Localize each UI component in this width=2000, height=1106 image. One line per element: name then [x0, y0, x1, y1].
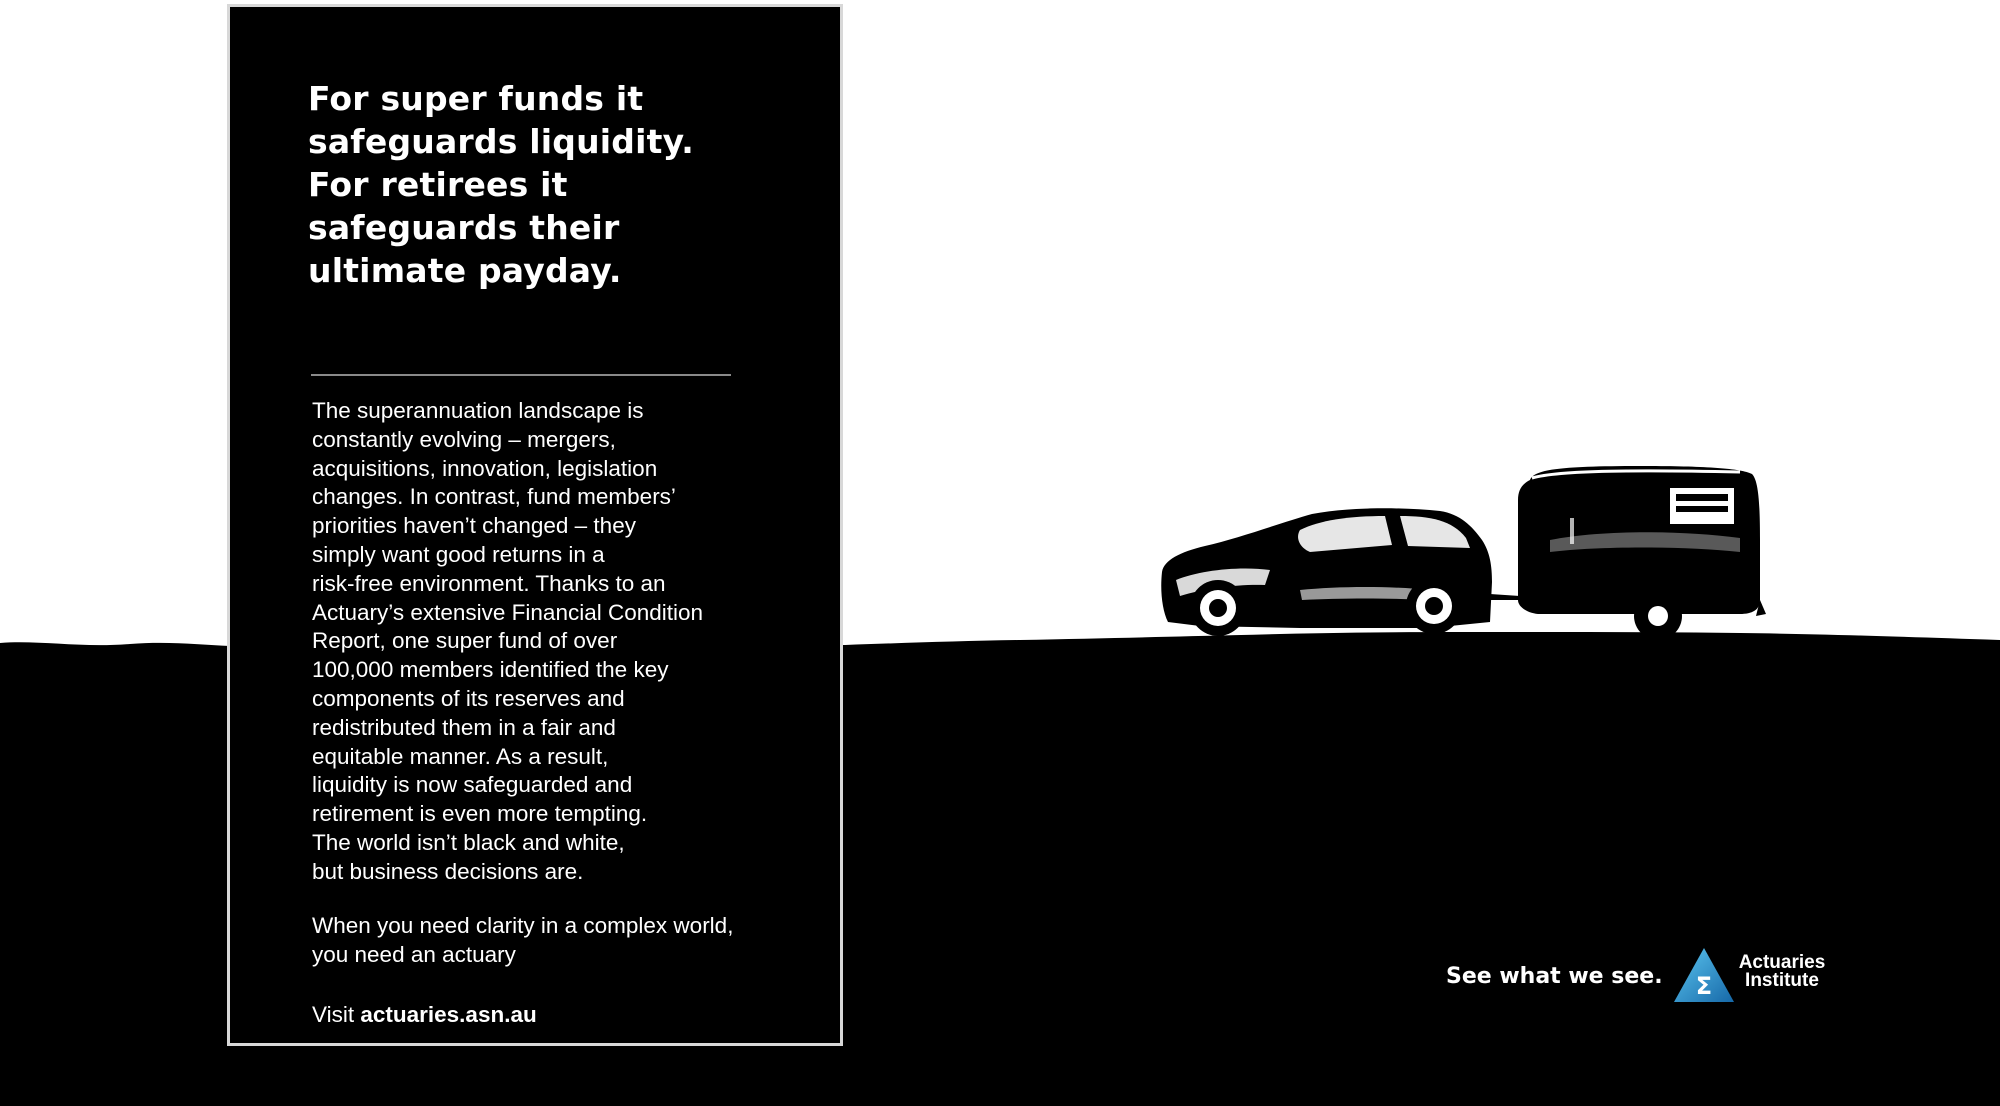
- tagline: See what we see.: [1446, 964, 1663, 989]
- cta-line: you need an actuary: [312, 941, 516, 967]
- headline-line: For super funds it: [308, 79, 644, 118]
- headline-line: For retirees it: [308, 165, 568, 204]
- body-line: risk-free environment. Thanks to an: [312, 570, 666, 596]
- ad-copy-panel: [227, 4, 843, 1046]
- body-line: components of its reserves and: [312, 685, 625, 711]
- divider: [311, 374, 731, 376]
- logo-symbol: Σ: [1695, 972, 1713, 1000]
- headline: [308, 77, 758, 292]
- body-line: Report, one super fund of over: [312, 628, 618, 654]
- logo-name-line: Institute: [1745, 970, 1819, 991]
- body-line: equitable manner. As a result,: [312, 743, 609, 769]
- caravan-silhouette-icon: [1518, 466, 1766, 640]
- body-line: Actuary’s extensive Financial Condition: [312, 599, 704, 625]
- visit-prefix: Visit: [312, 1002, 355, 1027]
- logo-wordmark: [1732, 954, 1832, 990]
- website-link[interactable]: actuaries.asn.au: [360, 1002, 537, 1027]
- body-line: 100,000 members identified the key: [312, 657, 669, 683]
- call-to-action: [312, 912, 792, 970]
- body-line: The superannuation landscape is: [312, 398, 644, 423]
- headline-line: safeguards their: [308, 208, 620, 247]
- body-line: but business decisions are.: [312, 858, 584, 884]
- logo-name-line: Actuaries: [1738, 952, 1826, 973]
- headline-line: ultimate payday.: [308, 251, 622, 290]
- car-silhouette-icon: [1161, 508, 1520, 636]
- visit-line: [312, 1001, 537, 1030]
- sigma-logo-icon: [1672, 946, 1736, 1004]
- body-line: acquisitions, innovation, legislation: [312, 455, 658, 481]
- brand-lockup: [1446, 944, 1836, 1004]
- body-line: simply want good returns in a: [312, 541, 605, 567]
- body-line: priorities haven’t changed – they: [312, 513, 636, 539]
- headline-line: safeguards liquidity.: [308, 122, 695, 161]
- body-line: redistributed them in a fair and: [312, 714, 616, 740]
- body-line: constantly evolving – mergers,: [312, 426, 616, 452]
- body-line: changes. In contrast, fund members’: [312, 484, 676, 510]
- body-line: The world isn’t black and white,: [312, 829, 625, 855]
- body-line: retirement is even more tempting.: [312, 801, 648, 827]
- cta-line: When you need clarity in a complex world,: [312, 913, 734, 938]
- body-line: liquidity is now safeguarded and: [312, 772, 633, 798]
- body-copy: [312, 397, 792, 887]
